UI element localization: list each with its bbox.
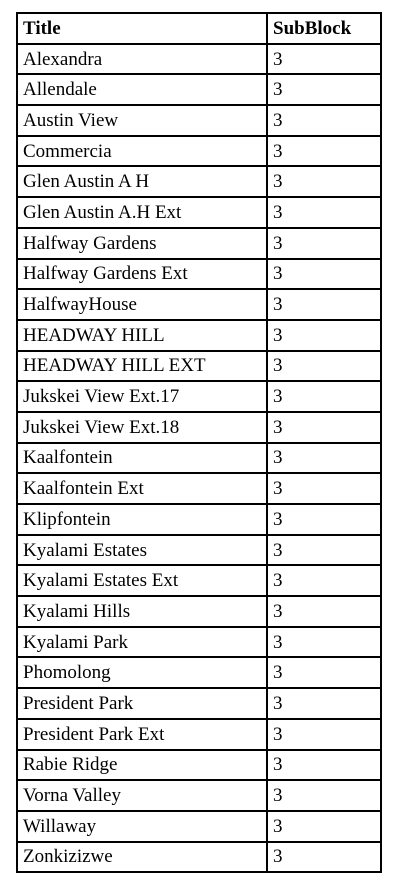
cell-subblock: 3 — [267, 351, 381, 382]
table-row — [17, 596, 381, 627]
table-row — [17, 750, 381, 781]
cell-subblock: 3 — [267, 412, 381, 443]
cell-title: Vorna Valley — [17, 780, 267, 811]
cell-title: Zonkizizwe — [17, 842, 267, 873]
cell-title: HalfwayHouse — [17, 289, 267, 320]
cell-subblock: 3 — [267, 259, 381, 290]
table-row — [17, 412, 381, 443]
cell-title: Austin View — [17, 105, 267, 136]
cell-title: Klipfontein — [17, 504, 267, 535]
table-body — [17, 44, 381, 873]
table-row — [17, 780, 381, 811]
cell-subblock: 3 — [267, 688, 381, 719]
table-row — [17, 259, 381, 290]
cell-subblock: 3 — [267, 443, 381, 474]
cell-title: Commercia — [17, 136, 267, 167]
cell-subblock: 3 — [267, 627, 381, 658]
cell-subblock: 3 — [267, 228, 381, 259]
cell-title: President Park Ext — [17, 719, 267, 750]
cell-subblock: 3 — [267, 842, 381, 873]
header-row — [17, 13, 381, 44]
cell-title: Halfway Gardens Ext — [17, 259, 267, 290]
table-header — [17, 13, 381, 44]
cell-title: Phomolong — [17, 657, 267, 688]
cell-subblock: 3 — [267, 197, 381, 228]
table-row — [17, 166, 381, 197]
table-row — [17, 565, 381, 596]
cell-subblock: 3 — [267, 74, 381, 105]
table-row — [17, 842, 381, 873]
header-subblock: SubBlock — [267, 13, 381, 44]
cell-subblock: 3 — [267, 504, 381, 535]
cell-title: Kyalami Estates Ext — [17, 565, 267, 596]
cell-subblock: 3 — [267, 166, 381, 197]
cell-subblock: 3 — [267, 473, 381, 504]
cell-title: Jukskei View Ext.18 — [17, 412, 267, 443]
cell-subblock: 3 — [267, 320, 381, 351]
cell-subblock: 3 — [267, 136, 381, 167]
cell-title: Jukskei View Ext.17 — [17, 381, 267, 412]
table-row — [17, 44, 381, 75]
cell-title: Kaalfontein — [17, 443, 267, 474]
table-row — [17, 320, 381, 351]
cell-title: Kyalami Hills — [17, 596, 267, 627]
table-row — [17, 627, 381, 658]
cell-title: HEADWAY HILL EXT — [17, 351, 267, 382]
table-row — [17, 197, 381, 228]
table-row — [17, 657, 381, 688]
cell-subblock: 3 — [267, 105, 381, 136]
table-row — [17, 719, 381, 750]
cell-title: Rabie Ridge — [17, 750, 267, 781]
table-row — [17, 381, 381, 412]
cell-title: Kyalami Park — [17, 627, 267, 658]
cell-title: Alexandra — [17, 44, 267, 75]
table-row — [17, 688, 381, 719]
cell-subblock: 3 — [267, 44, 381, 75]
table-row — [17, 105, 381, 136]
cell-subblock: 3 — [267, 780, 381, 811]
cell-subblock: 3 — [267, 750, 381, 781]
cell-subblock: 3 — [267, 719, 381, 750]
cell-subblock: 3 — [267, 535, 381, 566]
table-row — [17, 289, 381, 320]
table-row — [17, 811, 381, 842]
cell-subblock: 3 — [267, 596, 381, 627]
cell-title: HEADWAY HILL — [17, 320, 267, 351]
cell-title: Halfway Gardens — [17, 228, 267, 259]
table-row — [17, 473, 381, 504]
table-row — [17, 504, 381, 535]
cell-title: Allendale — [17, 74, 267, 105]
cell-title: Willaway — [17, 811, 267, 842]
cell-subblock: 3 — [267, 289, 381, 320]
subblock-table — [16, 12, 382, 873]
cell-subblock: 3 — [267, 381, 381, 412]
table-row — [17, 228, 381, 259]
cell-title: President Park — [17, 688, 267, 719]
table-row — [17, 535, 381, 566]
table-row — [17, 443, 381, 474]
table-row — [17, 351, 381, 382]
cell-title: Glen Austin A.H Ext — [17, 197, 267, 228]
cell-title: Glen Austin A H — [17, 166, 267, 197]
cell-subblock: 3 — [267, 811, 381, 842]
cell-subblock: 3 — [267, 657, 381, 688]
table-row — [17, 74, 381, 105]
cell-title: Kyalami Estates — [17, 535, 267, 566]
cell-subblock: 3 — [267, 565, 381, 596]
header-title: Title — [17, 13, 267, 44]
cell-title: Kaalfontein Ext — [17, 473, 267, 504]
table-row — [17, 136, 381, 167]
